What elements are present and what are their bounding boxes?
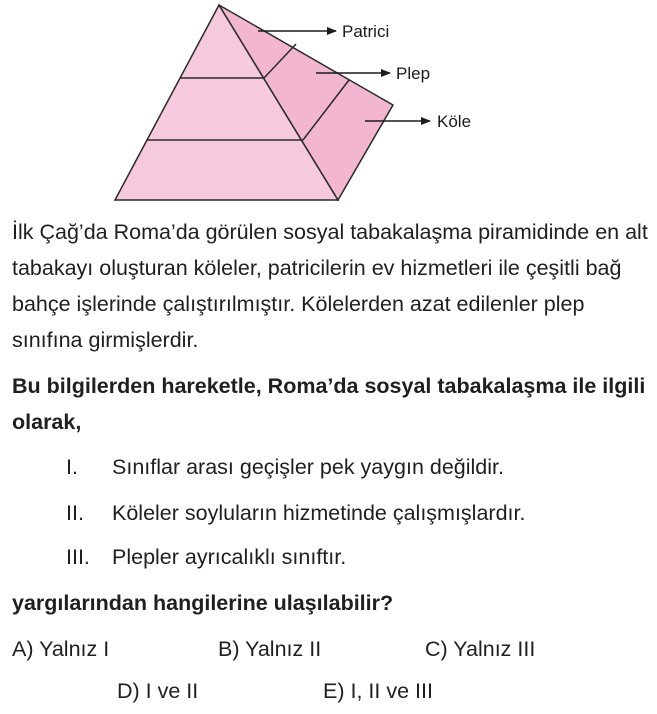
statement-text: Plepler ayrıcalıklı sınıftır.	[112, 545, 347, 569]
option-b[interactable]: B) Yalnız II	[218, 637, 322, 661]
question-prompt: yargılarından hangilerine ulaşılabilir?	[12, 591, 394, 615]
statement-number: III.	[66, 545, 90, 569]
option-e[interactable]: E) I, II ve III	[323, 679, 433, 703]
statement-text: Sınıflar arası geçişler pek yaygın değildir.	[112, 455, 504, 479]
statement-item	[0, 496, 657, 530]
patrici-label: Patrici	[342, 22, 390, 41]
info-paragraph: İlk Çağ’da Roma’da görülen sosyal tabakalaşma piramidinde en alt tabakayı oluşturan köleler, patricilerin ev hizmetleri ile çeşitli bağ bahçe işlerinde çalıştırılmıştır. Kölelerden azat edilenler plep sınıfına girmişlerdir.	[12, 220, 648, 352]
statement-text: Köleler soyluların hizmetinde çalışmışlardır.	[112, 501, 526, 525]
question-stem: Bu bilgilerden hareketle, Roma’da sosyal tabakalaşma ile ilgili olarak,	[12, 374, 646, 434]
plep-label: Plep	[396, 64, 431, 83]
statement-number: I.	[66, 455, 78, 479]
statement-number: II.	[66, 501, 84, 525]
option-a[interactable]: A) Yalnız I	[12, 637, 110, 661]
statement-item	[0, 540, 657, 574]
statement-item	[0, 450, 657, 484]
option-d[interactable]: D) I ve II	[117, 679, 199, 703]
kole-label: Köle	[437, 112, 472, 131]
option-c[interactable]: C) Yalnız III	[425, 637, 536, 661]
social-pyramid-diagram	[0, 0, 657, 212]
